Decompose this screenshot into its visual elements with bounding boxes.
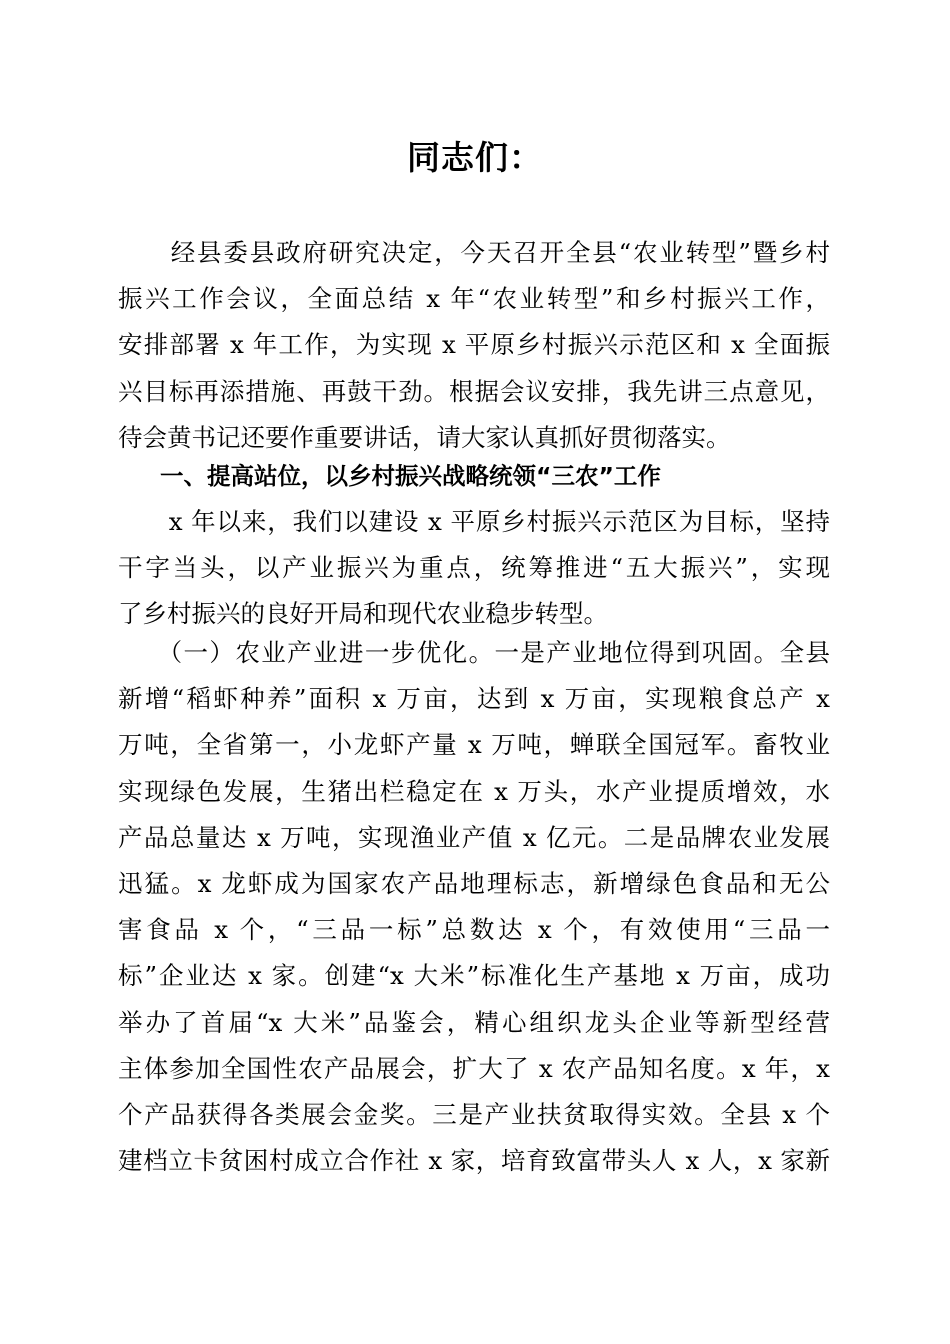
text-line: 新增“稻虾种养”面积 x 万亩，达到 x 万亩，实现粮食总产 x: [118, 684, 830, 714]
section-heading-1: 一、提高站位，以乡村振兴战略统领“三农”工作: [160, 462, 661, 490]
text-line: 个产品获得各类展会金奖。三是产业扶贫取得实效。全县 x 个: [118, 1099, 830, 1129]
text-line: 主体参加全国性农产品展会，扩大了 x 农产品知名度。x 年，x: [118, 1053, 830, 1083]
text-line: 待会黄书记还要作重要讲话，请大家认真抓好贯彻落实。: [118, 422, 731, 452]
text-line: 经县委县政府研究决定，今天召开全县“农业转型”暨乡村: [118, 238, 830, 267]
text-line: 了乡村振兴的良好开局和现代农业稳步转型。: [118, 599, 608, 629]
text-line: 迅猛。x 龙虾成为国家农产品地理标志，新增绿色食品和无公: [118, 868, 830, 898]
text-line: 干字当头，以产业振兴为重点，统筹推进“五大振兴”，实现: [118, 553, 830, 583]
text-line: x 年以来，我们以建设 x 平原乡村振兴示范区为目标，坚持: [118, 507, 830, 536]
text-line: 安排部署 x 年工作，为实现 x 平原乡村振兴示范区和 x 全面振: [118, 330, 830, 360]
text-line: 标”企业达 x 家。创建“x 大米”标准化生产基地 x 万亩，成功: [118, 961, 830, 991]
text-line: 害食品 x 个，“三品一标”总数达 x 个，有效使用“三品一: [118, 915, 830, 945]
text-line: 振兴工作会议，全面总结 x 年“农业转型”和乡村振兴工作，: [118, 284, 830, 314]
text-line: 举办了首届“x 大米”品鉴会，精心组织龙头企业等新型经营: [118, 1007, 830, 1037]
text-line: 产品总量达 x 万吨，实现渔业产值 x 亿元。二是品牌农业发展: [118, 822, 830, 852]
document-title: 同志们：: [407, 138, 543, 177]
text-line: 建档立卡贫困村成立合作社 x 家，培育致富带头人 x 人，x 家新: [118, 1146, 830, 1176]
text-line: （一）农业产业进一步优化。一是产业地位得到巩固。全县: [118, 638, 830, 667]
paragraph-overview: [118, 499, 830, 638]
text-line: 实现绿色发展，生猪出栏稳定在 x 万头，水产业提质增效，水: [118, 776, 830, 806]
text-line: 兴目标再添措施、再鼓干劲。根据会议安排，我先讲三点意见，: [118, 376, 830, 406]
paragraph-intro: [118, 230, 830, 461]
paragraph-agriculture: [118, 630, 830, 1184]
text-line: 万吨，全省第一，小龙虾产量 x 万吨，蝉联全国冠军。畜牧业: [118, 730, 830, 760]
